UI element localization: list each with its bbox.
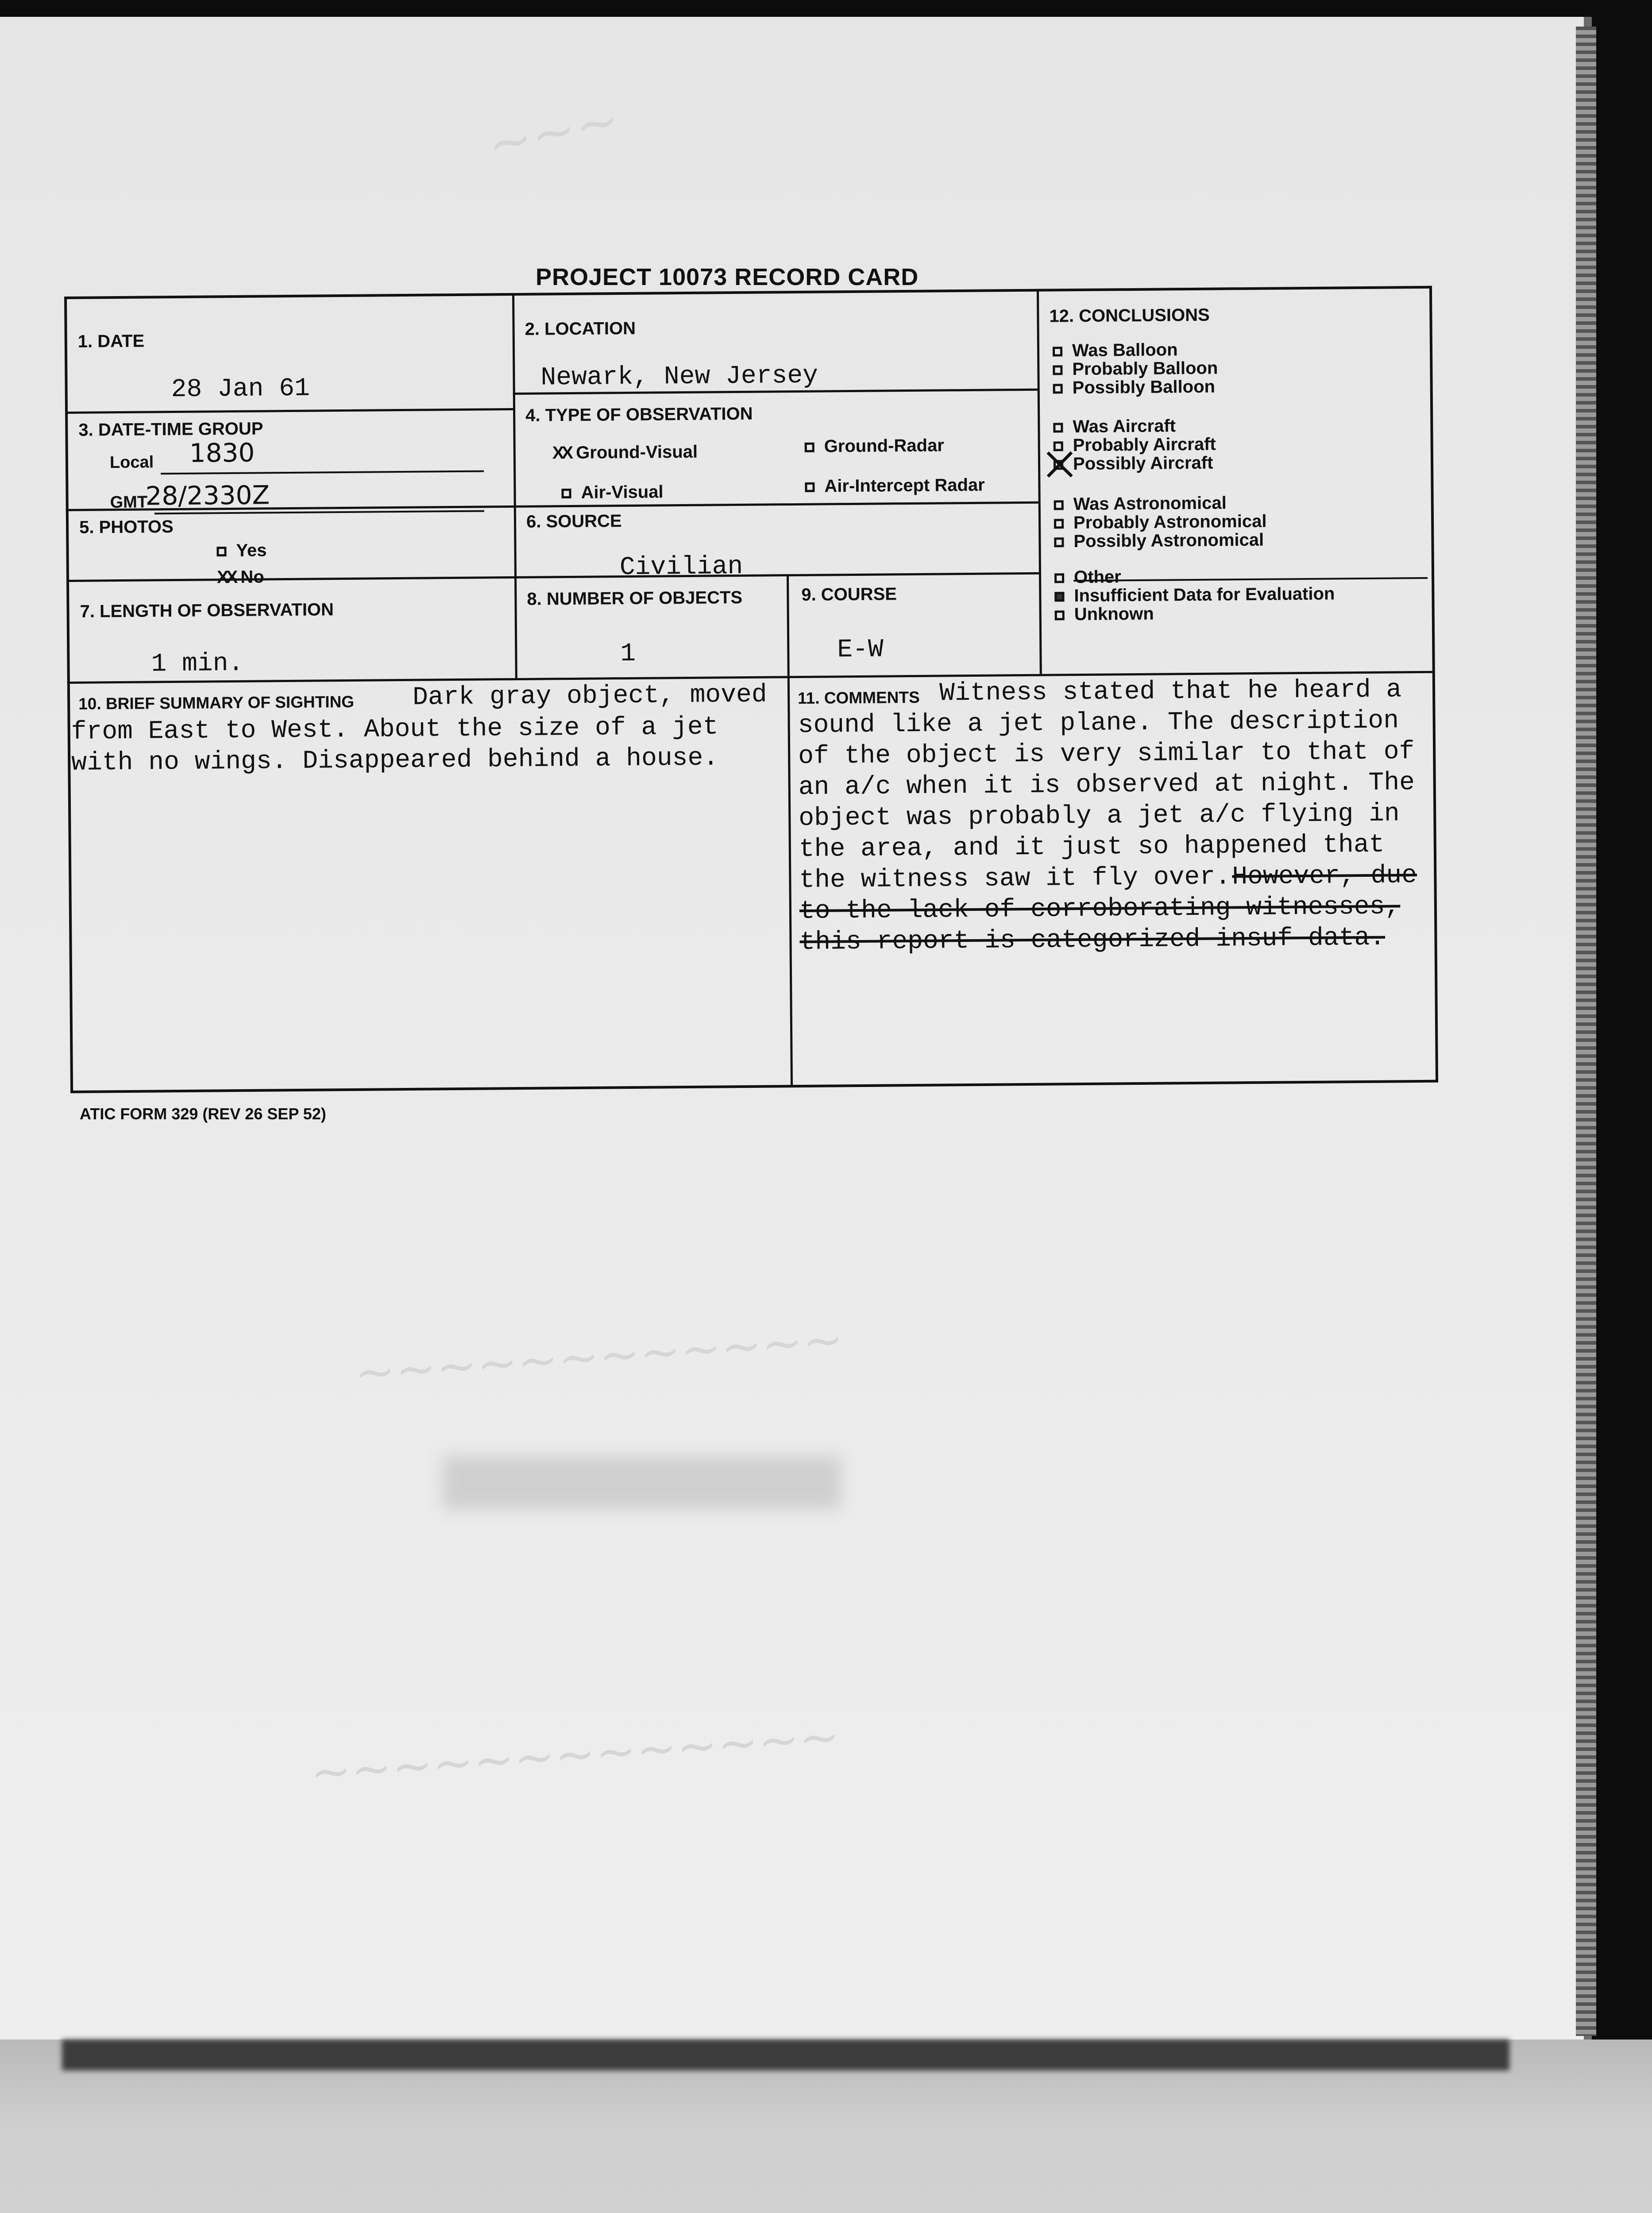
conclusion-probably-balloon — [1053, 359, 1218, 380]
ground-radar-checkbox — [805, 443, 814, 452]
date-time-group-label: 3. DATE-TIME GROUP — [78, 419, 263, 440]
summary-line-2: from East to West. About the size of a jet — [71, 713, 718, 747]
course-label: 9. COURSE — [801, 584, 897, 605]
photos-label: 5. PHOTOS — [79, 517, 174, 537]
type-of-observation-label: 4. TYPE OF OBSERVATION — [525, 404, 753, 425]
comments-line-6: the area, and it just so happened that — [799, 830, 1385, 864]
probably-astronomical-label: Probably Astronomical — [1073, 511, 1267, 533]
air-visual-checkbox — [561, 489, 571, 498]
comments-struck-line-2: to the lack of corroborating witnesses, — [799, 892, 1401, 926]
form-identifier: ATIC FORM 329 (REV 26 SEP 52) — [80, 1105, 326, 1123]
photos-no-option — [217, 567, 264, 587]
photos-yes-checkbox — [216, 547, 226, 557]
conclusion-possibly-aircraft — [1054, 453, 1213, 474]
conclusion-other — [1054, 567, 1121, 587]
possibly-aircraft-checkbox-checked — [1054, 460, 1063, 470]
was-balloon-checkbox — [1053, 347, 1062, 357]
probably-balloon-checkbox — [1053, 366, 1062, 375]
summary-line-1: Dark gray object, moved — [412, 680, 767, 712]
local-time-value: 1830 — [189, 437, 255, 468]
film-edge — [1576, 27, 1596, 2036]
possibly-astronomical-checkbox — [1054, 538, 1064, 547]
record-card — [64, 286, 1438, 1093]
number-of-objects-label: 8. NUMBER OF OBJECTS — [527, 587, 743, 609]
comments-line-5: object was probably a jet a/c flying in — [799, 799, 1400, 833]
location-value: Newark, New Jersey — [540, 361, 818, 393]
ground-visual-check-mark: XX — [552, 443, 571, 463]
conclusion-possibly-astronomical — [1054, 530, 1264, 552]
page-shadow-line — [62, 2040, 1509, 2070]
conclusion-was-astronomical — [1054, 493, 1227, 514]
possibly-balloon-label: Possibly Balloon — [1072, 377, 1216, 398]
possibly-aircraft-label: Possibly Aircraft — [1073, 453, 1213, 474]
bleed-through-mark: ~~~~~~~~~~~~ — [352, 1311, 845, 1402]
air-visual-label: Air-Visual — [581, 482, 664, 502]
summary-line-3: with no wings. Disappeared behind a house. — [71, 744, 719, 778]
comments-struck-line-3: this report is categorized insuf data. — [799, 923, 1386, 957]
conclusion-probably-astronomical — [1054, 512, 1267, 533]
probably-aircraft-label: Probably Aircraft — [1073, 434, 1216, 455]
was-aircraft-checkbox — [1053, 423, 1063, 433]
ground-visual-option — [552, 442, 698, 463]
air-intercept-radar-label: Air-Intercept Radar — [824, 475, 985, 496]
insufficient-data-checkbox — [1054, 592, 1064, 602]
card-title: PROJECT 10073 RECORD CARD — [536, 264, 919, 290]
photos-yes-label: Yes — [236, 540, 267, 560]
conclusions-label: 12. CONCLUSIONS — [1049, 305, 1210, 326]
ground-radar-label: Ground-Radar — [824, 436, 945, 456]
comments-line-3: of the object is very similar to that of — [798, 737, 1415, 771]
probably-balloon-label: Probably Balloon — [1072, 358, 1218, 379]
photos-no-label: No — [240, 567, 264, 587]
source-value: Civilian — [619, 552, 743, 582]
conclusion-insufficient-data — [1054, 584, 1335, 606]
was-aircraft-label: Was Aircraft — [1073, 416, 1176, 437]
insufficient-data-label: Insufficient Data for Evaluation — [1074, 584, 1335, 606]
location-label: 2. LOCATION — [525, 318, 636, 339]
summary-label: 10. BRIEF SUMMARY OF SIGHTING — [78, 692, 355, 713]
air-intercept-radar-checkbox — [805, 482, 814, 492]
comments-line-1: Witness stated that he heard a — [939, 675, 1402, 708]
air-visual-option — [561, 482, 663, 503]
smudge-mark — [443, 1456, 841, 1509]
was-astronomical-checkbox — [1054, 501, 1064, 510]
bleed-through-mark: ~~~ — [482, 89, 625, 177]
length-of-observation-label: 7. LENGTH OF OBSERVATION — [80, 600, 334, 621]
x-check-mark-icon — [1046, 451, 1073, 478]
comments-line-4: an a/c when it is observed at night. The — [798, 768, 1415, 802]
was-astronomical-label: Was Astronomical — [1073, 493, 1227, 514]
ground-visual-label: Ground-Visual — [575, 442, 698, 463]
comments-line-7: the witness saw it fly over. — [799, 863, 1231, 895]
unknown-checkbox — [1055, 611, 1065, 621]
conclusion-unknown — [1055, 604, 1154, 625]
date-value: 28 Jan 61 — [171, 374, 310, 405]
unknown-label: Unknown — [1074, 604, 1154, 625]
number-of-objects-value: 1 — [620, 639, 636, 669]
possibly-astronomical-label: Possibly Astronomical — [1073, 530, 1264, 551]
conclusion-was-balloon — [1053, 340, 1178, 361]
local-label: Local — [109, 453, 154, 472]
conclusion-possibly-balloon — [1053, 377, 1216, 398]
comments-struck-line-1: However, due — [1232, 861, 1417, 892]
was-balloon-label: Was Balloon — [1072, 340, 1178, 361]
air-intercept-radar-option — [805, 475, 985, 497]
photos-yes-option — [216, 540, 266, 561]
bleed-through-mark: ~~~~~~~~~~~~~ — [308, 1708, 842, 1801]
photos-no-check-mark: XX — [216, 567, 235, 587]
conclusion-probably-aircraft — [1054, 435, 1216, 456]
date-label: 1. DATE — [77, 331, 145, 351]
conclusion-was-aircraft — [1053, 416, 1176, 437]
course-value: E-W — [837, 635, 884, 665]
possibly-balloon-checkbox — [1053, 384, 1063, 394]
probably-aircraft-checkbox — [1054, 442, 1063, 451]
ground-radar-option — [805, 436, 944, 456]
source-label: 6. SOURCE — [526, 511, 622, 532]
length-of-observation-value: 1 min. — [151, 649, 244, 679]
comments-line-2: sound like a jet plane. The description — [798, 706, 1399, 740]
other-checkbox — [1054, 574, 1064, 583]
other-label: Other — [1073, 567, 1121, 587]
comments-label: 11. COMMENTS — [798, 688, 920, 708]
gmt-time-value: 28/2330Z — [145, 480, 270, 511]
probably-astronomical-checkbox — [1054, 519, 1064, 529]
gmt-label: GMT — [110, 493, 148, 512]
